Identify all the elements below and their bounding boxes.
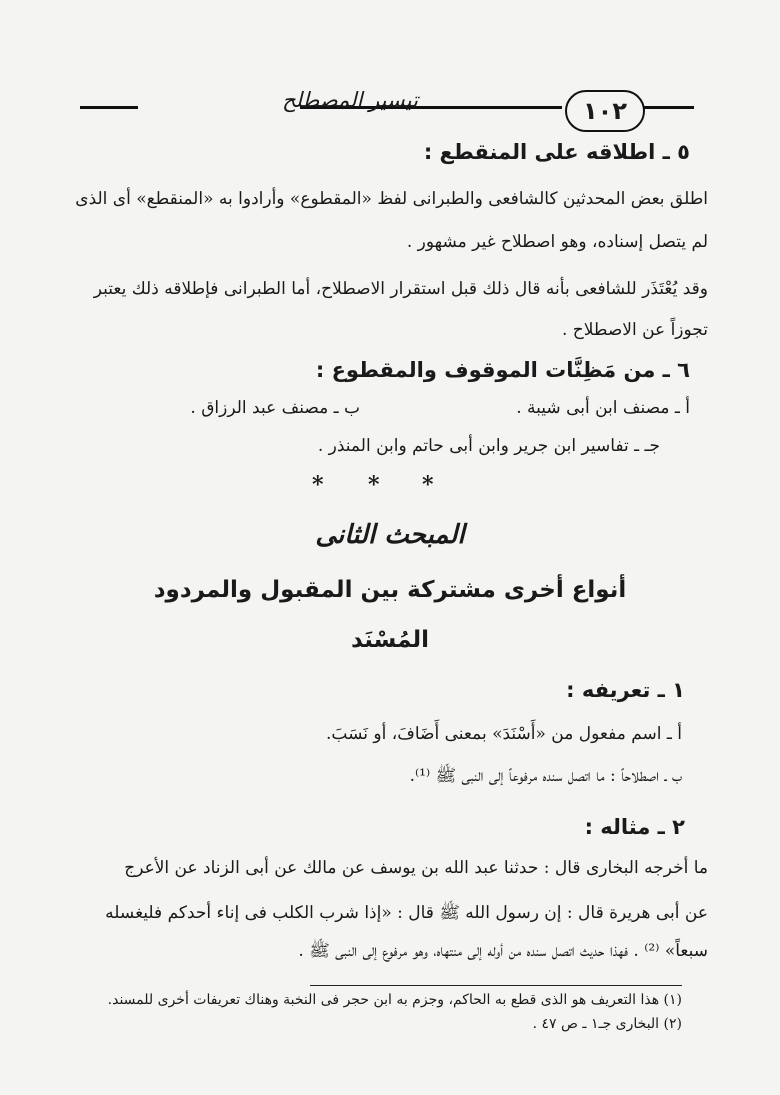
definition-item-a: أ ـ اسم مفعول من «أَسْنَدَ» بمعنى أَضَافَ، أو نَسَبَ. [326,724,682,744]
chapter-title: المبحث الثانى [315,520,465,550]
example-line3: سبعاً» ⁽²⁾ . فهذا حديث اتصل سنده من أوله إلى منتهاه، وهو مرفوع إلى النبى ﷺ . [298,941,708,961]
section6-item-b: ب ـ مصنف عبد الرزاق . [190,398,360,418]
footnote-2: (٢) البخارى جـ١ ـ ص ٤٧ . [532,1016,682,1032]
separator-star: * [422,472,434,498]
separator-star: * [312,472,324,498]
definition-heading: ١ ـ تعريفه : [566,678,685,702]
footnote-rule [310,985,682,986]
topic-title: المُسْنَد [350,627,430,653]
example-line1: ما أخرجه البخارى قال : حدثنا عبد الله بن يوسف عن مالك عن أبى الزناد عن الأعرج [124,858,708,878]
definition-item-b: ب ـ اصطلاحاً : ما اتصل سنده مرفوعاً إلى النبى ﷺ ⁽¹⁾. [409,766,682,786]
running-title: تيسير المصطلح [282,88,418,112]
section5-para1-line1: اطلق بعض المحدثين كالشافعى والطبرانى لفظ «المقطوع» وأرادوا به «المنقطع» أى الذى [75,189,708,209]
section6-item-a: أ ـ مصنف ابن أبى شيبة . [516,398,690,418]
footnote-1: (١) هذا التعريف هو الذى قطع به الحاكم، وجزم به ابن حجر فى النخبة وهناك تعريفات أخرى للمسند. [107,992,682,1008]
example-heading: ٢ ـ مثاله : [584,815,685,839]
header-rule-left [80,106,138,109]
header-rule-right [644,106,694,109]
section6-heading: ٦ ـ من مَظِنَّات الموقوف والمقطوع : [315,358,690,382]
separator-star: * [368,472,380,498]
section5-para1-line2: لم يتصل إسناده، وهو اصطلاح غير مشهور . [406,232,708,252]
section5-para2-line1: وقد يُعْتَذَر للشافعى بأنه قال ذلك قبل استقرار الاصطلاح، أما الطبرانى فإطلاقه ذلك يعتبر [93,279,708,299]
example-line2: عن أبى هريرة قال : إن رسول الله ﷺ قال : «إذا شرب الكلب فى إناء أحدكم فليغسله [105,903,708,923]
section6-item-c: جـ ـ تفاسير ابن جرير وابن أبى حاتم وابن المنذر . [317,436,660,456]
section5-para2-line2: تجوزاً عن الاصطلاح . [561,320,708,340]
page-number: ١٠٢ [565,90,645,132]
section5-heading: ٥ ـ اطلاقه على المنقطع : [423,140,690,164]
chapter-subtitle: أنواع أخرى مشتركة بين المقبول والمردود [153,577,627,603]
